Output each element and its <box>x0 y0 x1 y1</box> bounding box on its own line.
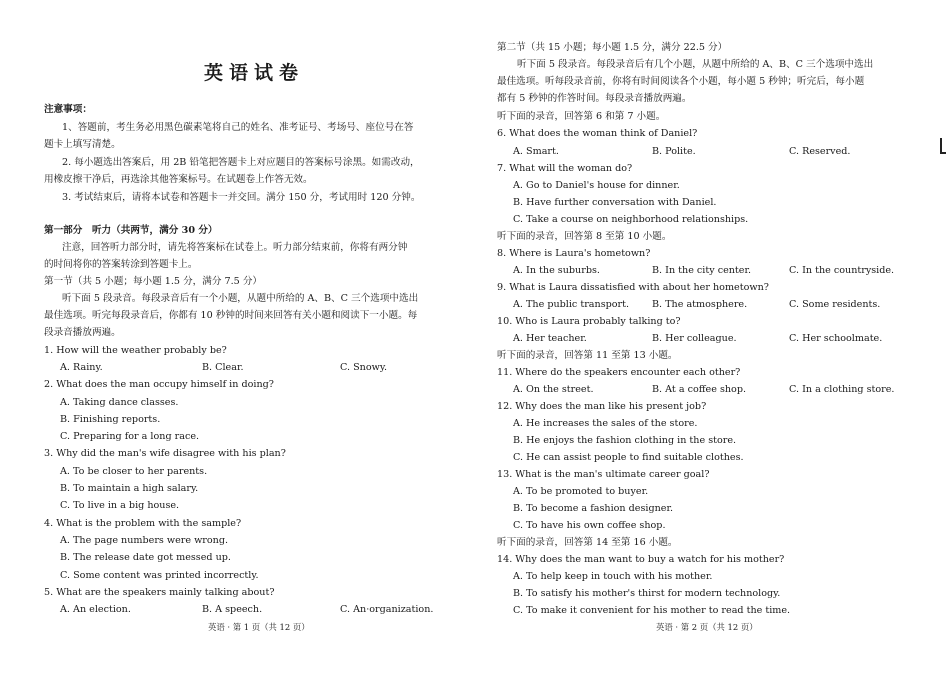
note-1b: 题卡上填写清楚。 <box>44 139 121 150</box>
q6-option-a: A. Smart. <box>513 146 559 157</box>
group-1-instruction: 听下面的录音，回答第 6 和第 7 小题。 <box>497 111 666 122</box>
q5-option-a: A. An election. <box>60 604 131 615</box>
q2-stem: 2. What does the man occupy himself in doing? <box>44 379 274 390</box>
q6-option-c: C. Reserved. <box>789 146 851 157</box>
q9-option-b: B. The atmosphere. <box>652 299 748 310</box>
section1-intro-b: 最佳选项。听完每段录音后，你都有 10 秒钟的时间来回答有关小题和阅读下一小题。每 <box>44 310 418 321</box>
group-4-instruction: 听下面的录音，回答第 14 至第 16 小题。 <box>497 537 678 548</box>
q5-stem: 5. What are the speakers mainly talking about? <box>44 587 275 598</box>
note-1a: 1、答题前，考生务必用黑色碳素笔将自己的姓名、准考证号、考场号、座位号在答 <box>62 122 414 133</box>
notes-heading: 注意事项： <box>44 104 92 115</box>
footer-right: 英语 · 第 2 页（共 12 页） <box>656 622 758 632</box>
q7-stem: 7. What will the woman do? <box>497 163 633 174</box>
section2-intro-a: 听下面 5 段录音。每段录音后有几个小题，从题中所给的 A、B、C 三个选项中选出 <box>517 59 874 70</box>
q1-option-a: A. Rainy. <box>60 362 103 373</box>
q13-stem: 13. What is the man's ultimate career goal? <box>497 469 710 480</box>
q6-stem: 6. What does the woman think of Daniel? <box>497 128 698 139</box>
q13-option-c: C. To have his own coffee shop. <box>513 520 666 531</box>
q1-option-c: C. Snowy. <box>340 362 388 373</box>
q11-option-a: A. On the street. <box>513 384 594 395</box>
q6-option-b: B. Polite. <box>652 146 696 157</box>
q4-stem: 4. What is the problem with the sample? <box>44 518 242 529</box>
q10-stem: 10. Who is Laura probably talking to? <box>497 316 681 327</box>
q10-option-b: B. Her colleague. <box>652 333 737 344</box>
group-3-instruction: 听下面的录音，回答第 11 至第 13 小题。 <box>497 350 678 361</box>
q12-option-b: B. He enjoys the fashion clothing in the store. <box>513 435 737 446</box>
note-2a: 2. 每小题选出答案后，用 2B 铅笔把答题卡上对应题目的答案标号涂黑。如需改动， <box>62 157 420 168</box>
q5-option-b: B. A speech. <box>202 604 263 615</box>
edge-crop-mark <box>940 138 946 154</box>
q10-option-c: C. Her schoolmate. <box>789 333 883 344</box>
q13-option-b: B. To become a fashion designer. <box>513 503 674 514</box>
q8-stem: 8. Where is Laura's hometown? <box>497 248 651 259</box>
q12-option-a: A. He increases the sales of the store. <box>513 418 698 429</box>
q8-option-b: B. In the city center. <box>652 265 752 276</box>
q14-stem: 14. Why does the man want to buy a watch for his mother? <box>497 554 785 565</box>
section1-intro-c: 段录音播放两遍。 <box>44 327 121 338</box>
q12-stem: 12. Why does the man like his present job? <box>497 401 707 412</box>
q8-option-c: C. In the countryside. <box>789 265 895 276</box>
page-title: 英语试卷 <box>203 62 304 84</box>
section2-intro-b: 最佳选项。听每段录音前，你将有时间阅读各个小题，每小题 5 秒钟；听完后，每小题 <box>497 76 865 87</box>
section2-heading: 第二节（共 15 小题；每小题 1.5 分，满分 22.5 分） <box>497 42 728 53</box>
part1-heading: 第一部分 听力（共两节，满分 30 分） <box>44 225 218 236</box>
q3-option-a: A. To be closer to her parents. <box>60 466 208 477</box>
q11-stem: 11. Where do the speakers encounter each other? <box>497 367 741 378</box>
q3-stem: 3. Why did the man's wife disagree with his plan? <box>44 448 286 459</box>
q13-option-a: A. To be promoted to buyer. <box>513 486 649 497</box>
q11-option-c: C. In a clothing store. <box>789 384 895 395</box>
group-2-instruction: 听下面的录音，回答第 8 至第 10 小题。 <box>497 231 672 242</box>
section2-intro-c: 都有 5 秒钟的作答时间。每段录音播放两遍。 <box>497 93 692 104</box>
q4-option-b: B. The release date got messed up. <box>60 552 231 563</box>
part1-intro-a: 注意，回答听力部分时，请先将答案标在试卷上。听力部分结束前，你将有两分钟 <box>62 242 408 253</box>
q5-option-c: C. An·organization. <box>340 604 434 615</box>
q3-option-c: C. To live in a big house. <box>60 500 180 511</box>
part1-intro-b: 的时间将你的答案转涂到答题卡上。 <box>44 259 198 270</box>
q11-option-b: B. At a coffee shop. <box>652 384 747 395</box>
q14-option-c: C. To make it convenient for his mother to read the time. <box>513 605 791 616</box>
note-2b: 用橡皮擦干净后，再选涂其他答案标号。在试题卷上作答无效。 <box>44 174 313 185</box>
q7-option-c: C. Take a course on neighborhood relationships. <box>513 214 749 225</box>
q1-option-b: B. Clear. <box>202 362 244 373</box>
q2-option-c: C. Preparing for a long race. <box>60 431 200 442</box>
q2-option-a: A. Taking dance classes. <box>60 397 179 408</box>
q14-option-a: A. To help keep in touch with his mother. <box>513 571 713 582</box>
q9-option-a: A. The public transport. <box>513 299 630 310</box>
note-3: 3. 考试结束后，请将本试卷和答题卡一并交回。满分 150 分，考试用时 120 分钟。 <box>62 192 421 203</box>
footer-left: 英语 · 第 1 页（共 12 页） <box>208 622 310 632</box>
q9-option-c: C. Some residents. <box>789 299 881 310</box>
q1-stem: 1. How will the weather probably be? <box>44 345 227 356</box>
q9-stem: 9. What is Laura dissatisfied with about her hometown? <box>497 282 769 293</box>
q7-option-a: A. Go to Daniel's house for dinner. <box>513 180 680 191</box>
section1-intro-a: 听下面 5 段录音。每段录音后有一个小题，从题中所给的 A、B、C 三个选项中选出 <box>62 293 419 304</box>
q14-option-b: B. To satisfy his mother's thirst for modern technology. <box>513 588 781 599</box>
q8-option-a: A. In the suburbs. <box>513 265 600 276</box>
q7-option-b: B. Have further conversation with Daniel. <box>513 197 717 208</box>
q3-option-b: B. To maintain a high salary. <box>60 483 199 494</box>
q4-option-a: A. The page numbers were wrong. <box>60 535 229 546</box>
q4-option-c: C. Some content was printed incorrectly. <box>60 570 259 581</box>
q2-option-b: B. Finishing reports. <box>60 414 161 425</box>
q12-option-c: C. He can assist people to find suitable clothes. <box>513 452 744 463</box>
section1-heading: 第一节（共 5 小题；每小题 1.5 分，满分 7.5 分） <box>44 276 263 287</box>
q10-option-a: A. Her teacher. <box>513 333 587 344</box>
